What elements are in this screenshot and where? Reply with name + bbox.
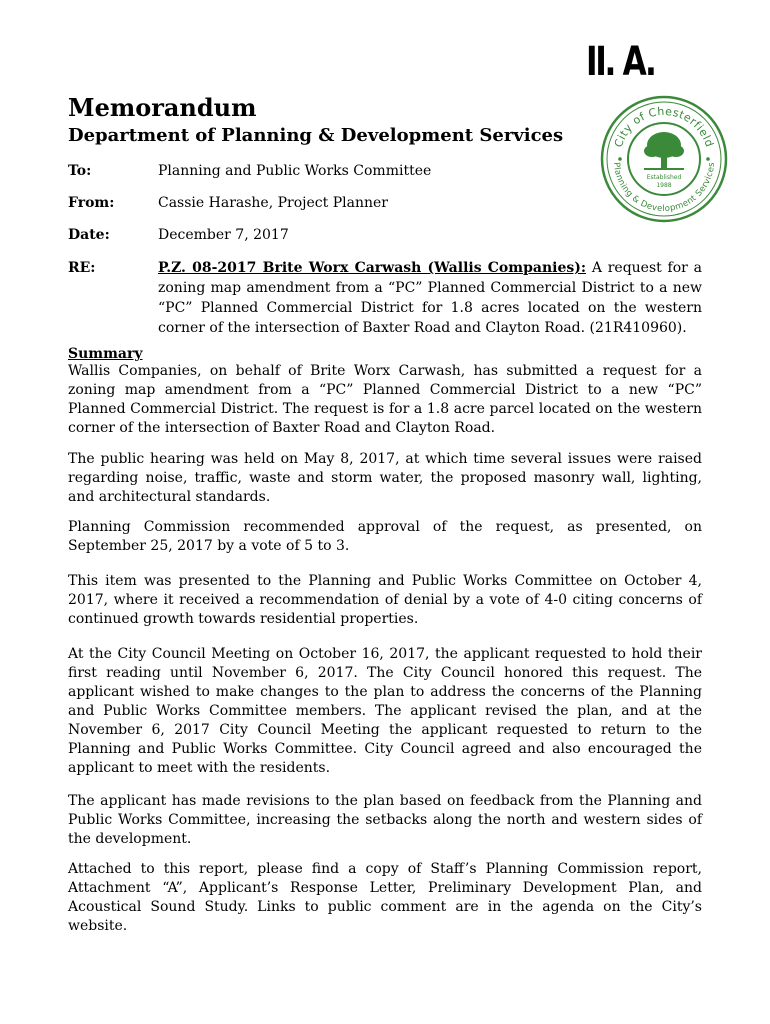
to-label: To: (68, 163, 92, 179)
date-label: Date: (68, 227, 110, 243)
re-case-title: P.Z. 08-2017 Brite Worx Carwash (Wallis Companies): (158, 260, 587, 276)
city-seal-logo (600, 95, 728, 223)
memo-title: Memorandum (68, 93, 257, 122)
to-value: Planning and Public Works Committee (158, 163, 432, 179)
summary-paragraph: Wallis Companies, on behalf of Brite Worx Carwash, has submitted a request for a zoning map amendment from a “PC” Planned Commercial District to a new “PC” Planned Commercial District. The request is for a 1.8 acre parcel located on the western corner of the intersection of Baxter Road and Clayton Road. (68, 363, 702, 436)
summary-paragraph: Attached to this report, please find a copy of Staff’s Planning Commission report, Attachment “A”, Applicant’s Response Letter, Preliminary Development Plan, and Acoustical Sound Study. Links to public comment are in the agenda on the City’s website. (68, 861, 702, 934)
svg-text:Established: Established (646, 174, 682, 181)
summary-paragraph: The applicant has made revisions to the plan based on feedback from the Planning and Public Works Committee, increasing the setbacks along the north and western sides of the development. (68, 793, 702, 847)
svg-text:City of Chesterfield: City of Chesterfield (611, 104, 717, 149)
department-heading: Department of Planning & Development Services (68, 125, 564, 146)
agenda-item-label: II. A. (586, 39, 655, 85)
from-value: Cassie Harashe, Project Planner (158, 195, 388, 211)
svg-text:1988: 1988 (656, 182, 672, 189)
summary-paragraph: Planning Commission recommended approval of the request, as presented, on September 25, 2017 by a vote of 5 to 3. (68, 519, 702, 554)
date-value: December 7, 2017 (158, 227, 289, 243)
summary-paragraph: The public hearing was held on May 8, 2017, at which time several issues were raised regarding noise, traffic, waste and storm water, the proposed masonry wall, lighting, and architectural standards. (68, 451, 702, 505)
summary-paragraph: At the City Council Meeting on October 16, 2017, the applicant requested to hold their first reading until November 6, 2017. The City Council honored this request. The applicant wished to make changes to the plan to address the concerns of the Planning and Public Works Committee members. The applicant revised the plan, and at the November 6, 2017 City Council Meeting the applicant requested to return to the Planning and Public Works Committee. City Council agreed and also encouraged the applicant to meet with the residents. (68, 646, 702, 776)
re-description: A request for a zoning map amendment from a “PC” Planned Commercial District to a new “PC” Planned Commercial District for 1.8 acres located on the western corner of the intersection of Baxter Road and Clayton Road. (21R410960). (158, 260, 702, 336)
from-label: From: (68, 195, 115, 211)
summary-heading: Summary (68, 346, 143, 362)
svg-text:Planning & Development Service: Planning & Development Services (610, 161, 718, 215)
re-label: RE: (68, 260, 96, 276)
summary-paragraph: This item was presented to the Planning and Public Works Committee on October 4, 2017, where it received a recommendation of denial by a vote of 4-0 citing concerns of continued growth towards residential properties. (68, 573, 702, 627)
re-subject (158, 258, 702, 338)
